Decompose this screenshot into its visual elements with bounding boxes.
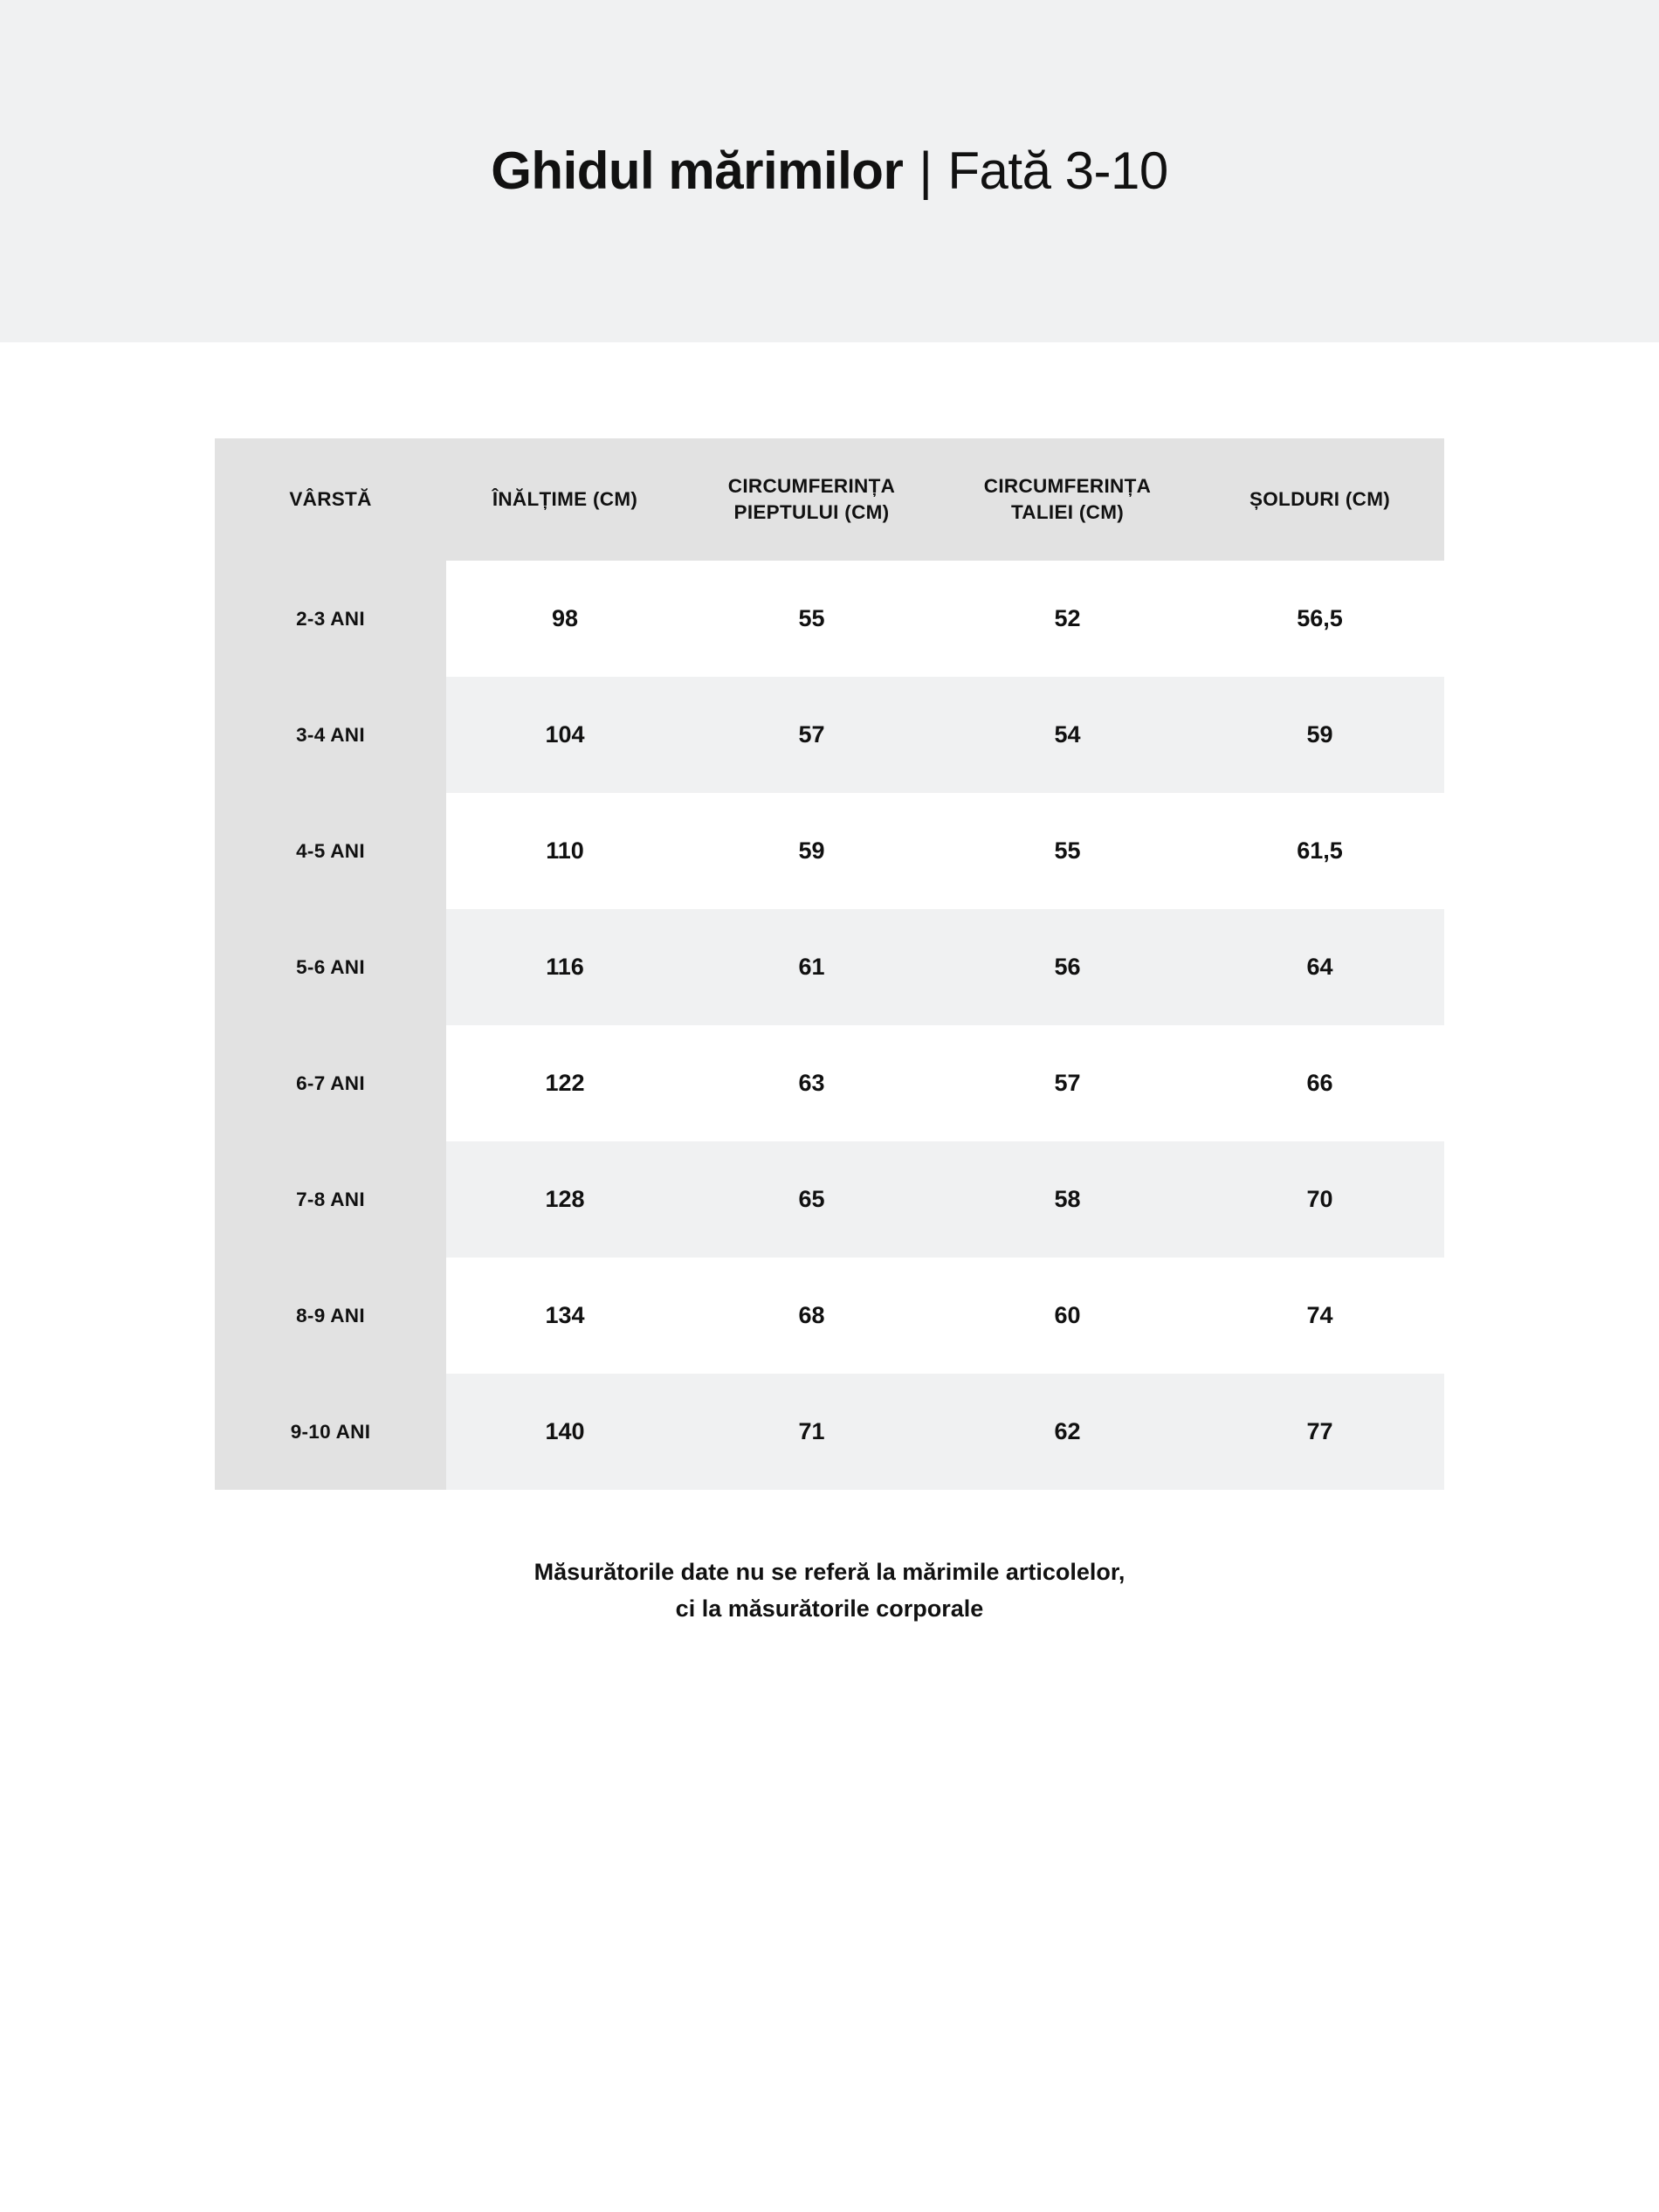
cell-height: 134 bbox=[446, 1258, 684, 1374]
column-header-height: ÎNĂLȚIME (CM) bbox=[446, 438, 684, 561]
column-header-waist-line2: TALIEI (CM) bbox=[1010, 501, 1125, 523]
cell-chest: 68 bbox=[684, 1258, 940, 1374]
table-row bbox=[215, 793, 1444, 909]
column-header-hips: ȘOLDURI (CM) bbox=[1195, 438, 1444, 561]
size-table-container bbox=[215, 438, 1444, 1490]
page-title-main: Ghidul mărimilor bbox=[491, 141, 904, 200]
table-body bbox=[215, 561, 1444, 1490]
cell-age: 5-6 ANI bbox=[215, 909, 446, 1025]
cell-hips: 61,5 bbox=[1195, 793, 1444, 909]
cell-hips: 74 bbox=[1195, 1258, 1444, 1374]
cell-height: 128 bbox=[446, 1141, 684, 1258]
cell-age: 6-7 ANI bbox=[215, 1025, 446, 1141]
table-header-row bbox=[215, 438, 1444, 561]
table-row bbox=[215, 1374, 1444, 1490]
cell-waist: 54 bbox=[940, 677, 1195, 793]
column-header-chest-line2: PIEPTULUI (CM) bbox=[733, 501, 890, 523]
cell-waist: 56 bbox=[940, 909, 1195, 1025]
table-row bbox=[215, 1258, 1444, 1374]
size-table bbox=[215, 438, 1444, 1490]
table-row bbox=[215, 561, 1444, 677]
cell-age: 4-5 ANI bbox=[215, 793, 446, 909]
cell-chest: 65 bbox=[684, 1141, 940, 1258]
cell-waist: 58 bbox=[940, 1141, 1195, 1258]
cell-height: 110 bbox=[446, 793, 684, 909]
cell-age: 7-8 ANI bbox=[215, 1141, 446, 1258]
cell-waist: 55 bbox=[940, 793, 1195, 909]
cell-height: 104 bbox=[446, 677, 684, 793]
cell-chest: 57 bbox=[684, 677, 940, 793]
cell-waist: 60 bbox=[940, 1258, 1195, 1374]
cell-waist: 57 bbox=[940, 1025, 1195, 1141]
cell-height: 140 bbox=[446, 1374, 684, 1490]
page-title-separator: | bbox=[919, 141, 933, 200]
table-row bbox=[215, 1141, 1444, 1258]
table-row bbox=[215, 1025, 1444, 1141]
cell-chest: 71 bbox=[684, 1374, 940, 1490]
column-header-waist bbox=[940, 438, 1195, 561]
page-header bbox=[0, 0, 1659, 342]
cell-age: 3-4 ANI bbox=[215, 677, 446, 793]
cell-waist: 62 bbox=[940, 1374, 1195, 1490]
cell-hips: 77 bbox=[1195, 1374, 1444, 1490]
cell-height: 98 bbox=[446, 561, 684, 677]
page-title-subject: Fată 3-10 bbox=[947, 141, 1168, 200]
cell-chest: 61 bbox=[684, 909, 940, 1025]
table-row bbox=[215, 909, 1444, 1025]
cell-hips: 59 bbox=[1195, 677, 1444, 793]
cell-chest: 63 bbox=[684, 1025, 940, 1141]
cell-hips: 64 bbox=[1195, 909, 1444, 1025]
cell-hips: 56,5 bbox=[1195, 561, 1444, 677]
column-header-waist-line1: CIRCUMFERINȚA bbox=[983, 475, 1152, 498]
column-header-chest-line1: CIRCUMFERINȚA bbox=[727, 475, 896, 498]
cell-height: 116 bbox=[446, 909, 684, 1025]
cell-age: 8-9 ANI bbox=[215, 1258, 446, 1374]
cell-hips: 70 bbox=[1195, 1141, 1444, 1258]
page-title bbox=[491, 142, 1167, 200]
cell-height: 122 bbox=[446, 1025, 684, 1141]
footnote-line-2: ci la măsurătorile corporale bbox=[675, 1595, 984, 1622]
cell-waist: 52 bbox=[940, 561, 1195, 677]
cell-age: 9-10 ANI bbox=[215, 1374, 446, 1490]
cell-chest: 59 bbox=[684, 793, 940, 909]
footnote bbox=[306, 1554, 1353, 1628]
table-row bbox=[215, 677, 1444, 793]
footnote-line-1: Măsurătorile date nu se referă la mărimile articolelor, bbox=[533, 1559, 1126, 1585]
cell-age: 2-3 ANI bbox=[215, 561, 446, 677]
column-header-chest bbox=[684, 438, 940, 561]
column-header-age: VÂRSTĂ bbox=[215, 438, 446, 561]
cell-hips: 66 bbox=[1195, 1025, 1444, 1141]
cell-chest: 55 bbox=[684, 561, 940, 677]
